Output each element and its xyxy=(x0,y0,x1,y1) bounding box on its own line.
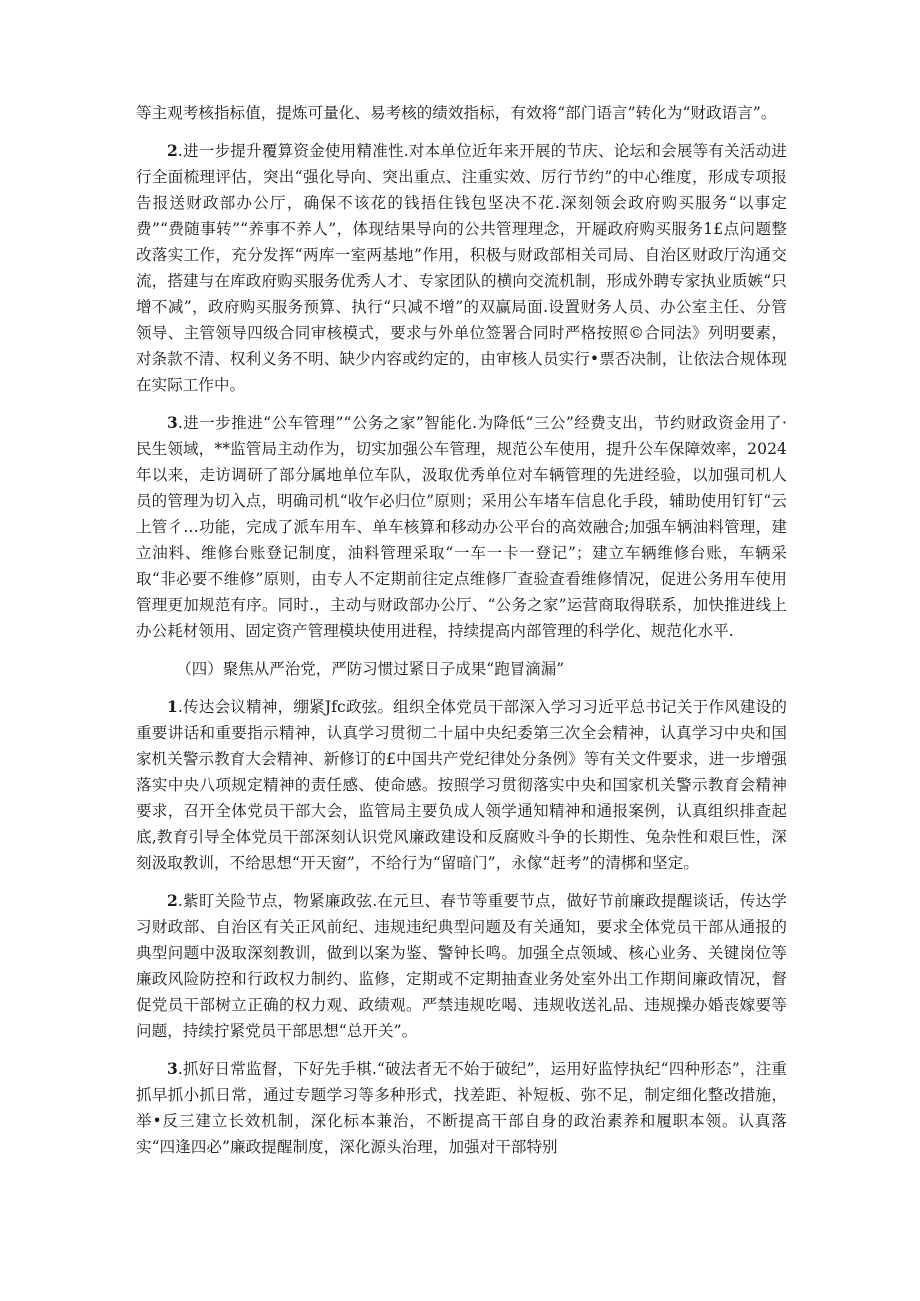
paragraph-gap xyxy=(136,876,787,888)
paragraph-number: 3 xyxy=(167,1059,178,1078)
paragraph-gap xyxy=(136,126,787,138)
paragraph-text: .紫盯关险节点，物紧廉政弦.在元旦、春节等重要节点，做好节前廉政提醒谈话，传达学习财政部、自治区有关正风前纪、违规违纪典型问题及有关通知，要求全体党员干部从通报的典型问题中汲取深刻教训，做到以案为鉴、警钟长鸣。加强全点领域、核心业务、关键岗位等廉政风险防控和行政权力制约、监修，定期或不定期抽查业务处室外出工作期间廉政情况，督促党员干部树立正确的权力观、政绩观。严禁违规吃喝、违规收送礼品、违规操办婚丧嫁要等问题，持续拧紧党员干部思想“总开关”。 xyxy=(136,892,787,1040)
paragraph-gap xyxy=(136,1044,787,1056)
paragraph-number: 3 xyxy=(167,413,178,432)
paragraph-number: 2 xyxy=(167,891,178,910)
paragraph-text: .传达会议精神，绷紧Jfc政弦。组织全体党员干部深入学习习近平总书记关于作风建设的重要讲话和重要指示精神，认真学习贯彻二十届中央纪委第三次全会精神，认真学习中央和国家机关警示教育大会精神、新修订的£中国共产党纪律处分条例》等有关文件要求，进一步增强落实中央八项规定精神的责任感、使命感。按照学习贯彻落实中央和国家机关警示教育会精神要求，召开全体党员干部大会，监管局主要负成人领学通知精神和通报案例，认真组织排查起底,教育引导全体党员干部深刻认识党风廉政建设和反腐败斗争的长期性、兔杂性和艰巨性，深刻汲取教训，不给思想“开天窗”，不给行为“留暗门”，永傢“赶考”的清梆和坚定。 xyxy=(136,698,787,872)
paragraph-item-3-daily-supervision xyxy=(136,1056,787,1160)
paragraph-gap xyxy=(136,644,787,656)
paragraph-text: .抓好日常监督，下好先手棋.“破法者无不始于破纪”，运用好监悖执纪“四种形态”，注重抓早抓小抓日常，通过专题学习等多种形式，找差距、补短板、弥不足，制定细化整改措施，举•反三建立长效机制，深化标本兼治，不断提高干部自身的政治素养和履职本领。认真落实“四逢四必”廉政提醒制度，深化源头治理，加强对干部特别 xyxy=(136,1060,787,1156)
section-heading-four: （四）聚焦从严治党，严防习惯过紧日子成果“跑冒滴漏” xyxy=(176,660,565,678)
paragraph-text: .进一步提升覆算资金使用精准性.对本单位近年来开展的节庆、论坛和会展等有关活动进行全面梳理评估，突出“强化导向、突出重点、注重实效、厉行节约”的中心维度，形成专项报告报送财政部办公厅，确保不该花的钱捂住钱包坚决不花.深刻领会政府购买服务“以事定费”“费随事转”“养事不养人”，体现结果导向的公共管理理念，开屣政府购买服务1£点问题整改落实工作，充分发挥“两库一室两基地”作用，积极与财政部相关司局、自治区财政厅沟通交流，搭建与在库政府购买服务优秀人才、专家团队的横向交流机制，形成外聘专家执业质嫉“只增不减”，政府购买服务预算、执行“只减不增”的双赢局面.设置财务人员、办公室主任、分管领导、主管领导四级合同审核模式，要求与外单位签署合同时严格按照©合同法》列明要素，对条款不清、权利义务不明、缺少内容或约定的，由审核人员实行•票否决制，让依法合规体现在实际工作中。 xyxy=(136,142,787,394)
paragraph-gap xyxy=(136,398,787,410)
paragraph-gap xyxy=(136,682,787,694)
paragraph-continuation: 等主观考核指标值，提炼可量化、易考核的绩效指标，有效将“部门语言”转化为“财政语言”。 xyxy=(136,104,777,122)
paragraph-number: 2 xyxy=(167,141,178,160)
document-page xyxy=(136,100,787,1160)
paragraph-item-2-budget-precision xyxy=(136,138,787,398)
paragraph-item-1-meeting-spirit xyxy=(136,694,787,876)
paragraph-item-3-vehicle-management xyxy=(136,410,787,644)
paragraph-item-2-key-nodes xyxy=(136,888,787,1044)
paragraph-number: 1 xyxy=(167,697,178,716)
paragraph-text: .进一步推进“公车管理”“公务之家”智能化.为降低“三公”经费支出，节约财政资金用了·民生领域，**监管局主动作为，切实加强公车管理，规范公车使用，提升公车保障效率，2024年以来，走访调研了部分属地单位车队，汲取优秀单位对车辆管理的先进经验，以加强司机人员的管理为切入点，明确司机“收乍必归位”原则；采用公车堵车信息化手段，辅助使用钉钉“云上管彳…功能，完成了派车用车、单车核算和移动办公平台的高效融合;加强车辆油料管理，建立油料、维修台账登记制度，油料管理采取“一车一卡一登记”；建立车辆维修台账，车辆采取“非必要不维修”原则，由专人不定期前往定点维修厂查验查看维修情况，促进公务用车使用管理更加规范有序。同时.，主动与财政部办公厅、“公务之家”运营商取得联系，加快推进线上办公耗材领用、固定资产管理模块使用进程，持续提高内部管理的科学化、规范化水平. xyxy=(136,414,787,640)
